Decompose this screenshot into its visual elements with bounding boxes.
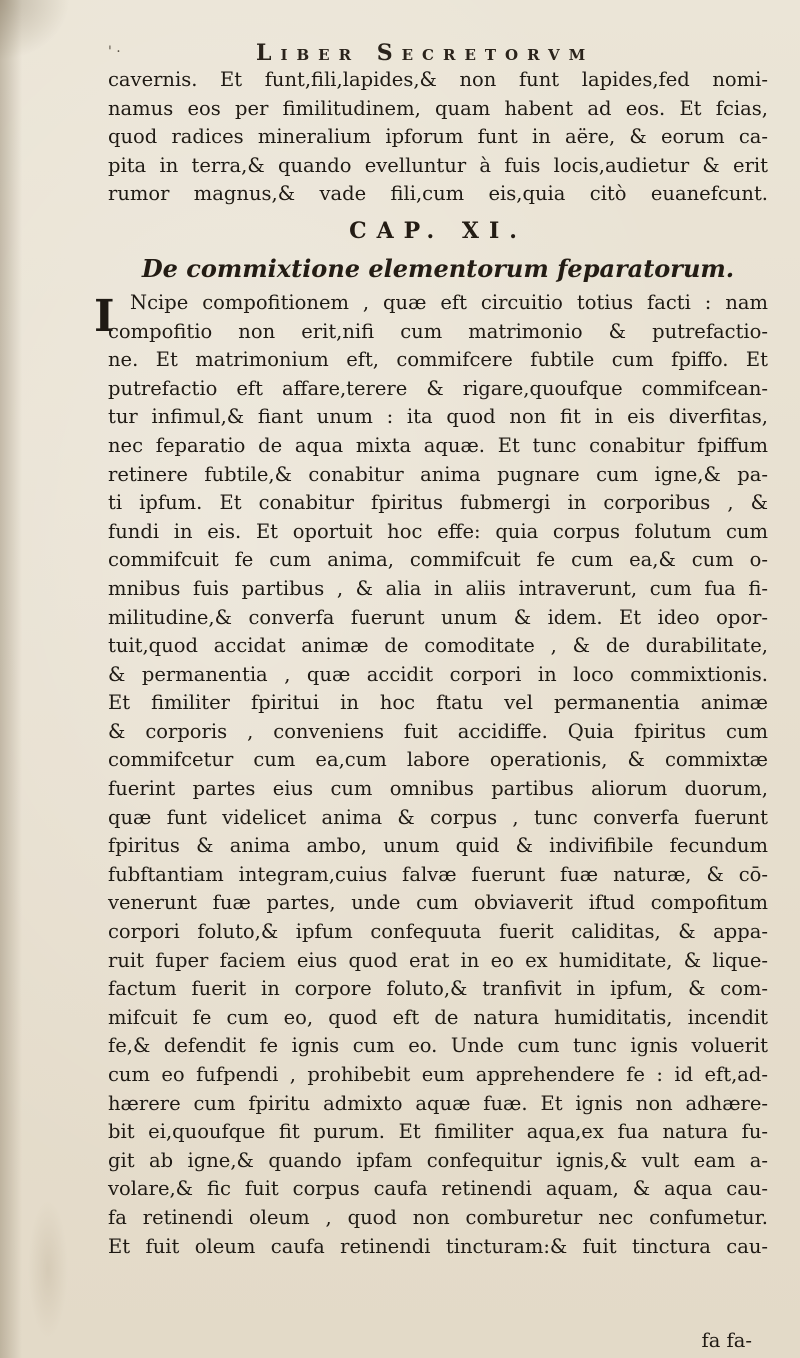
text-line: ne. Et matrimonium eft, commifcere fubtile cum fpiffo. Et xyxy=(108,348,768,372)
text-line: ruit fuper faciem eius quod erat in eo ex humiditate, & lique- xyxy=(108,948,768,972)
text-line: tur infimul,& fiant unum : ita quod non fit in eis diverfitas, xyxy=(108,405,768,429)
text-line: commifcuit fe cum anima, commifcuit fe cum ea,& cum o- xyxy=(108,548,768,572)
text-line: factum fuerit in corpore foluto,& tranfivit in ipfum, & com- xyxy=(108,977,768,1001)
text-line: quod radices mineralium ipforum funt in aëre, & eorum ca- xyxy=(108,125,768,149)
text-line: cum eo fufpendi , prohibebit eum apprehendere fe : id eft,ad- xyxy=(108,1063,768,1086)
text-before-chapter xyxy=(108,66,768,209)
text-block xyxy=(94,66,768,1261)
text-line: & corporis , conveniens fuit accidiffe. Quia fpiritus cum xyxy=(108,719,768,743)
text-line: nec feparatio de aqua mixta aquæ. Et tunc conabitur fpiffum xyxy=(108,433,768,457)
text-line: fundi in eis. Et oportuit hoc effe: quia corpus folutum cum xyxy=(108,519,768,543)
chapter-title: De commixtione elementorum feparatorum. xyxy=(141,253,735,283)
first-line-text: Ncipe compofitionem , quæ eft circuitio totius facti : nam xyxy=(130,290,768,314)
text-line: corpori foluto,& ipfum confequuta fuerit caliditas, & appa- xyxy=(108,920,768,944)
text-line: fpiritus & anima ambo, unum quid & indivifibile fecundum xyxy=(108,834,768,858)
text-line: mnibus fuis partibus , & alia in aliis intraverunt, cum fua fi- xyxy=(108,576,768,600)
corner-stain xyxy=(0,0,70,60)
text-line: & permanentia , quæ accidit corpori in loco commixtionis. xyxy=(108,662,768,686)
text-line: retinere fubtile,& conabitur anima pugnare cum igne,& pa- xyxy=(108,462,768,486)
chapter-body xyxy=(108,318,768,1262)
text-line: bit ei,quoufque fit purum. Et fimiliter aqua,ex fua natura fu- xyxy=(108,1120,768,1144)
text-line: Et fuit oleum caufa retinendi tincturam:& fuit tinctura cau- xyxy=(108,1234,768,1258)
text-line: mifcuit fe cum eo, quod eft de natura humiditatis, incendit xyxy=(108,1005,768,1029)
text-line: compofitio non erit,nifi cum matrimonio & putrefactio- xyxy=(108,319,768,343)
text-line: pita in terra,& quando evelluntur à fuis locis,audietur & erit xyxy=(108,153,768,177)
text-line: fa retinendi oleum , quod non comburetur nec confumetur. xyxy=(108,1205,768,1229)
text-line: commifcetur cum ea,cum labore operationis, & commixtæ xyxy=(108,748,768,772)
chapter-heading: CAP. XI. xyxy=(349,217,527,244)
text-line: hærere cum fpiritu admixto aquæ fuæ. Et ignis non adhære- xyxy=(108,1091,768,1115)
text-line: cavernis. Et funt,fili,lapides,& non funt lapides,fed nomi- xyxy=(108,68,768,91)
text-line: git ab igne,& quando ipfam confequitur ignis,& vult eam a- xyxy=(108,1148,768,1172)
text-line: fuerint partes eius cum omnibus partibus aliorum duorum, xyxy=(108,777,768,801)
text-line: ti ipfum. Et conabitur fpiritus fubmergi in corporibus , & xyxy=(108,491,768,515)
text-line: namus eos per fimilitudinem, quam habent ad eos. Et fcias, xyxy=(108,96,768,120)
text-line: rumor magnus,& vade fili,cum eis,quia citò euanefcunt. xyxy=(108,182,768,206)
text-line: quæ funt videlicet anima & corpus , tunc converfa fuerunt xyxy=(108,805,768,829)
text-line: putrefactio eft affare,terere & rigare,quoufque commifcean- xyxy=(108,376,768,400)
text-line: volare,& fic fuit corpus caufa retinendi aquam, & aqua cau- xyxy=(108,1177,768,1201)
text-line: venerunt fuæ partes, unde cum obviaverit iftud compofitum xyxy=(108,891,768,915)
paper-stain xyxy=(28,1200,68,1340)
text-line: fubftantiam integram,cuius falvæ fuerunt fuæ naturæ, & cō- xyxy=(108,862,768,886)
drop-cap: I xyxy=(94,290,115,342)
catchword: fa fa- xyxy=(701,1329,752,1352)
running-head-title: Liber Secretorvm xyxy=(256,40,595,66)
text-line: tuit,quod accidat animæ de comoditate , & de durabilitate, xyxy=(108,634,768,658)
folio-mark: ' · xyxy=(108,44,121,60)
text-line: Et fimiliter fpiritui in hoc ftatu vel permanentia animæ xyxy=(108,691,768,715)
text-line: militudine,& converfa fuerunt unum & idem. Et ideo opor- xyxy=(108,605,768,629)
text-line: fe,& defendit fe ignis cum eo. Unde cum tunc ignis voluerit xyxy=(108,1034,768,1058)
binding-shadow xyxy=(0,0,22,1358)
